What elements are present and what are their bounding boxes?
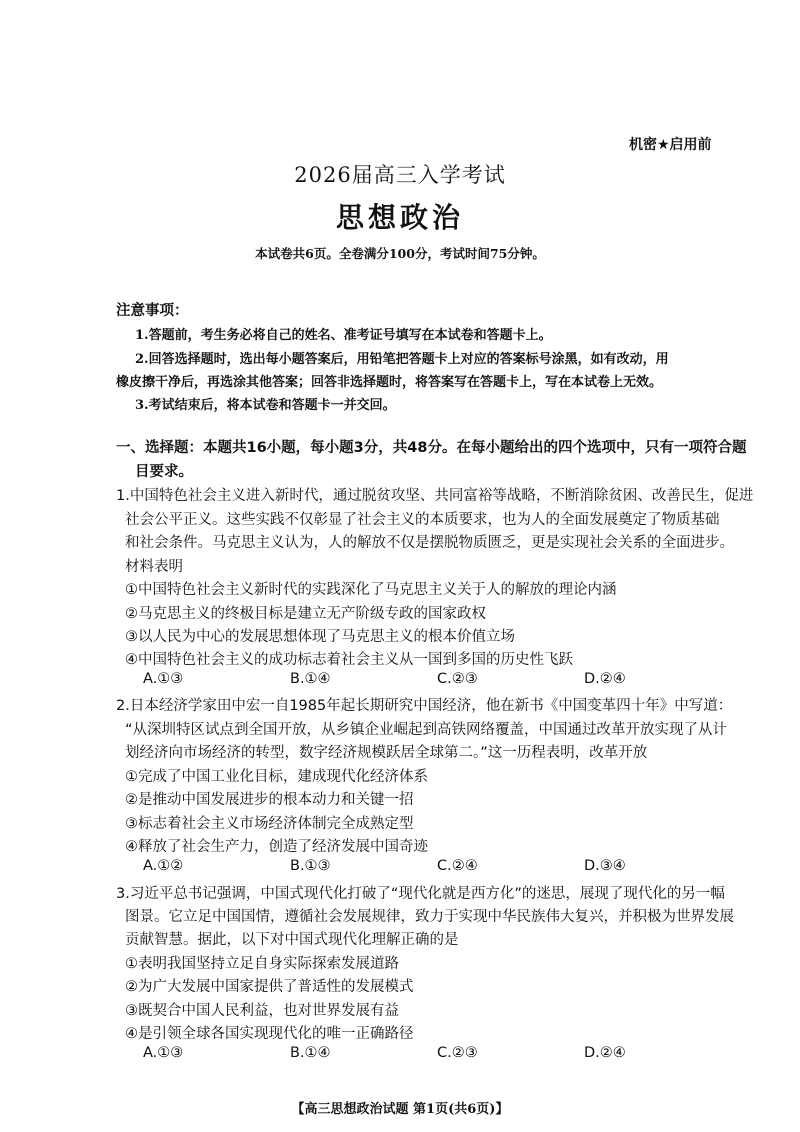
question-stem: 2.日本经济学家田中宏一自1985年起长期研究中国经济，他在新书《中国变革四十年》中写道： [116,698,733,714]
choice-c[interactable]: C.②③ [437,671,478,687]
question-stem: 和社会条件。马克思主义认为，人的解放不仅是摆脱物质匮乏，更是实现社会关系的全面进步。 [125,535,734,551]
notice-line: 1.答题前，考生务必将自己的姓名、准考证号填写在本试卷和答题卡上。 [135,328,552,343]
choice-c[interactable]: C.②④ [437,858,478,874]
exam-title: 2026届高三入学考试 [294,163,506,187]
question-stem: 划经济向市场经济的转型，数字经济规模跃居全球第二。”这一历程表明，改革开放 [125,745,648,761]
question-stem: 3.习近平总书记强调，中国式现代化打破了“现代化就是西方化”的迷思，展现了现代化的另一幅 [116,886,725,902]
choice-b[interactable]: B.①③ [290,858,331,874]
page-footer: 【高三思想政治试题 第1页(共6页)】 [291,1102,509,1117]
statement-1: ①完成了中国工业化目标，建成现代化经济体系 [125,769,428,785]
question-stem: 贡献智慧。据此，以下对中国式现代化理解正确的是 [125,932,459,948]
question-stem: 社会公平正义。这些实践不仅彰显了社会主义的本质要求，也为人的全面发展奠定了物质基础 [125,512,720,528]
notice-line: 2.回答选择题时，选出每小题答案后，用铅笔把答题卡上对应的答案标号涂黑，如有改动，用 [135,352,669,367]
choice-a[interactable]: A.①② [143,858,184,874]
statement-2: ②马克思主义的终极目标是建立无产阶级专政的国家政权 [125,606,486,622]
notice-line: 3.考试结束后，将本试卷和答题卡一并交回。 [135,398,396,413]
statement-4: ④释放了社会生产力，创造了经济发展中国奇迹 [125,839,428,855]
choice-b[interactable]: B.①④ [290,671,331,687]
notice-line: 橡皮擦干净后，再选涂其他答案；回答非选择题时，将答案写在答题卡上，写在本试卷上无效。 [116,375,663,390]
notice-heading: 注意事项： [116,303,189,319]
statement-3: ③标志着社会主义市场经济体制完全成熟定型 [125,816,414,832]
statement-1: ①表明我国坚持立足自身实际探索发展道路 [125,956,399,972]
statement-2: ②是推动中国发展进步的根本动力和关键一招 [125,792,414,808]
statement-4: ④中国特色社会主义的成功标志着社会主义从一国到多国的历史性飞跃 [125,652,573,668]
question-stem: 1.中国特色社会主义进入新时代，通过脱贫攻坚、共同富裕等战略，不断消除贫困、改善民生，促进 [116,488,754,504]
choice-c[interactable]: C.②③ [437,1045,478,1061]
subject-title: 思想政治 [335,201,464,234]
statement-3: ③既契合中国人民利益，也对世界发展有益 [125,1003,399,1019]
choice-d[interactable]: D.③④ [584,858,626,874]
confidential-label: 机密★启用前 [629,137,712,153]
statement-2: ②为广大发展中国家提供了普适性的发展模式 [125,979,414,995]
statement-4: ④是引领全球各国实现现代化的唯一正确路径 [125,1026,414,1042]
choice-a[interactable]: A.①③ [143,671,184,687]
section-heading: 一、选择题：本题共16小题，每小题3分，共48分。在每小题给出的四个选项中，只有一项符合题 [116,440,747,456]
question-stem: 材料表明 [125,559,183,575]
choice-d[interactable]: D.②④ [584,1045,626,1061]
statement-1: ①中国特色社会主义新时代的实践深化了马克思主义关于人的解放的理论内涵 [125,582,617,598]
section-heading-cont: 目要求。 [135,464,193,480]
exam-info: 本试卷共6页。全卷满分100分，考试时间75分钟。 [255,246,545,261]
choice-b[interactable]: B.①④ [290,1045,331,1061]
question-stem: “从深圳特区试点到全国开放，从乡镇企业崛起到高铁网络覆盖，中国通过改革开放实现了从计 [125,722,728,738]
statement-3: ③以人民为中心的发展思想体现了马克思主义的根本价值立场 [125,629,515,645]
question-stem: 图景。它立足中国国情，遵循社会发展规律，致力于实现中华民族伟大复兴，并积极为世界发展 [125,909,734,925]
choice-d[interactable]: D.②④ [584,671,626,687]
choice-a[interactable]: A.①③ [143,1045,184,1061]
